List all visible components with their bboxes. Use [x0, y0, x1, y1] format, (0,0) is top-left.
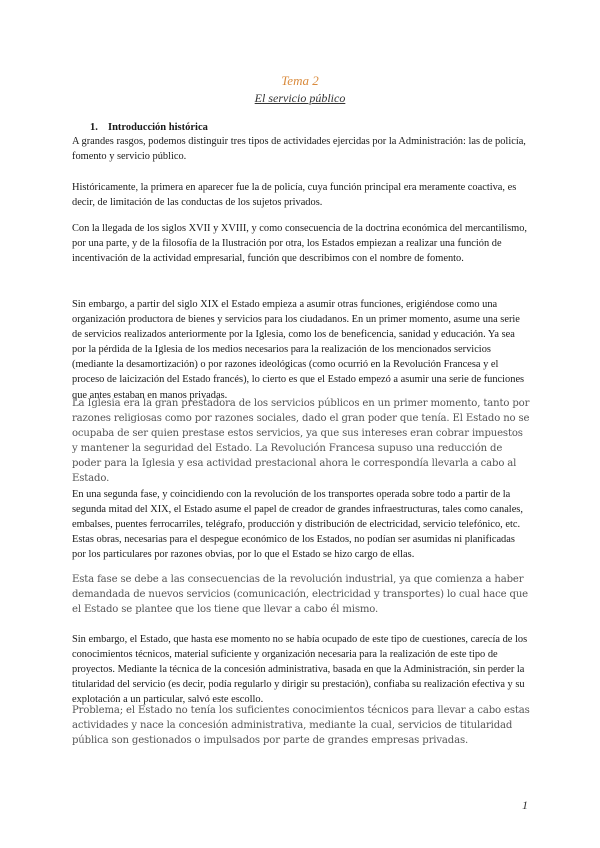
note-revolucion-industrial: Esta fase se debe a las consecuencias de la revolución industrial, ya que comienza a haber demandada de nuevos servicios (comunicación, electricidad y transportes) lo cual hace que el Estado se plantee que los tiene que llevar a cabo él mismo. [72, 574, 528, 616]
note-iglesia: La Iglesia era la gran prestadora de los servicios públicos en un primer momento, tanto por razones religiosas como por razones sociales, dado el gran poder que tenía. El Estado no se ocupaba de ser quien prestase estos servicios, ya que sus intereses eran cobrar impuestos y mantener la seguridad del Estado. La Revolución Francesa supuso una reducción de poder para la Iglesia y esa actividad prestacional ahora le correspondía llevarla a cabo al Estado. [72, 398, 530, 485]
note-problema: Problema; el Estado no tenía los suficientes conocimientos técnicos para llevar a cabo estas actividades y nace la concesión administrativa, mediante la cual, servicios de titularidad pública son gestionados o impulsados por parte de grandes empresas privadas. [72, 705, 530, 747]
document-title: Tema 2 [281, 73, 319, 88]
paragraph-policia: Históricamente, la primera en aparecer fue la de policía, cuya función principal era meramente coactiva, es decir, de limitación de las conductas de los sujetos privados. [72, 182, 517, 209]
section-title: Introducción histórica [108, 122, 208, 133]
section-heading [90, 121, 208, 134]
section-number: 1. [90, 122, 98, 133]
paragraph-segunda-fase: En una segunda fase, y coincidiendo con la revolución de los transportes operada sobre todo a partir de la segunda mitad del XIX, el Estado asume el papel de creador de grandes infraestructuras, tales como canales, embalses, puentes ferrocarriles, telégrafo, producción y distribución de electricidad, servicio telefónico, etc. Estas obras, necesarias para el despegue económico de los Estados, no podían ser asumidas ni planificadas por los particulares por razones obvias, por lo que el Estado se hizo cargo de ellas. [72, 489, 523, 561]
paragraph-fomento: Con la llegada de los siglos XVII y XVIII, y como consecuencia de la doctrina económica del mercantilismo, por una parte, y de la filosofía de la Ilustración por otra, los Estados empiezan a realizar una función de incentivación de la actividad empresarial, función que describimos con el nombre de fomento. [72, 223, 528, 265]
paragraph-concesion: Sin embargo, el Estado, que hasta ese momento no se había ocupado de este tipo de cuestiones, carecía de los conocimientos técnicos, material suficiente y organización necesaria para la realización de este tipo de proyectos. Mediante la técnica de la concesión administrativa, basada en que la Administración, sin perder la titularidad del servicio (es decir, podía regularlo y dirigir su prestación), confiaba su realización efectiva y su explotación a un particular, salvó este escollo. [72, 634, 528, 706]
document-subtitle: El servicio público [254, 91, 346, 105]
paragraph-intro: A grandes rasgos, podemos distinguir tres tipos de actividades ejercidas por la Administración: las de policía, fomento y servicio público. [72, 136, 526, 163]
page-number: 1 [522, 798, 528, 812]
paragraph-siglo-xix: Sin embargo, a partir del siglo XIX el Estado empieza a asumir otras funciones, erigiéndose como una organización productora de bienes y servicios para los ciudadanos. En un primer momento, asume una serie de servicios realizados anteriormente por la Iglesia, como los de beneficencia, sanidad y educación. Ya sea por la pérdida de la Iglesia de los medios necesarios para la realización de los mencionados servicios (mediante la desamortización) o por razones ideológicas (como ocurrió en la Revolución Francesa y el proceso de laicización del Estado francés), lo cierto es que el Estado empezó a asumir una serie de funciones que antes estaban en manos privadas. [72, 299, 525, 401]
